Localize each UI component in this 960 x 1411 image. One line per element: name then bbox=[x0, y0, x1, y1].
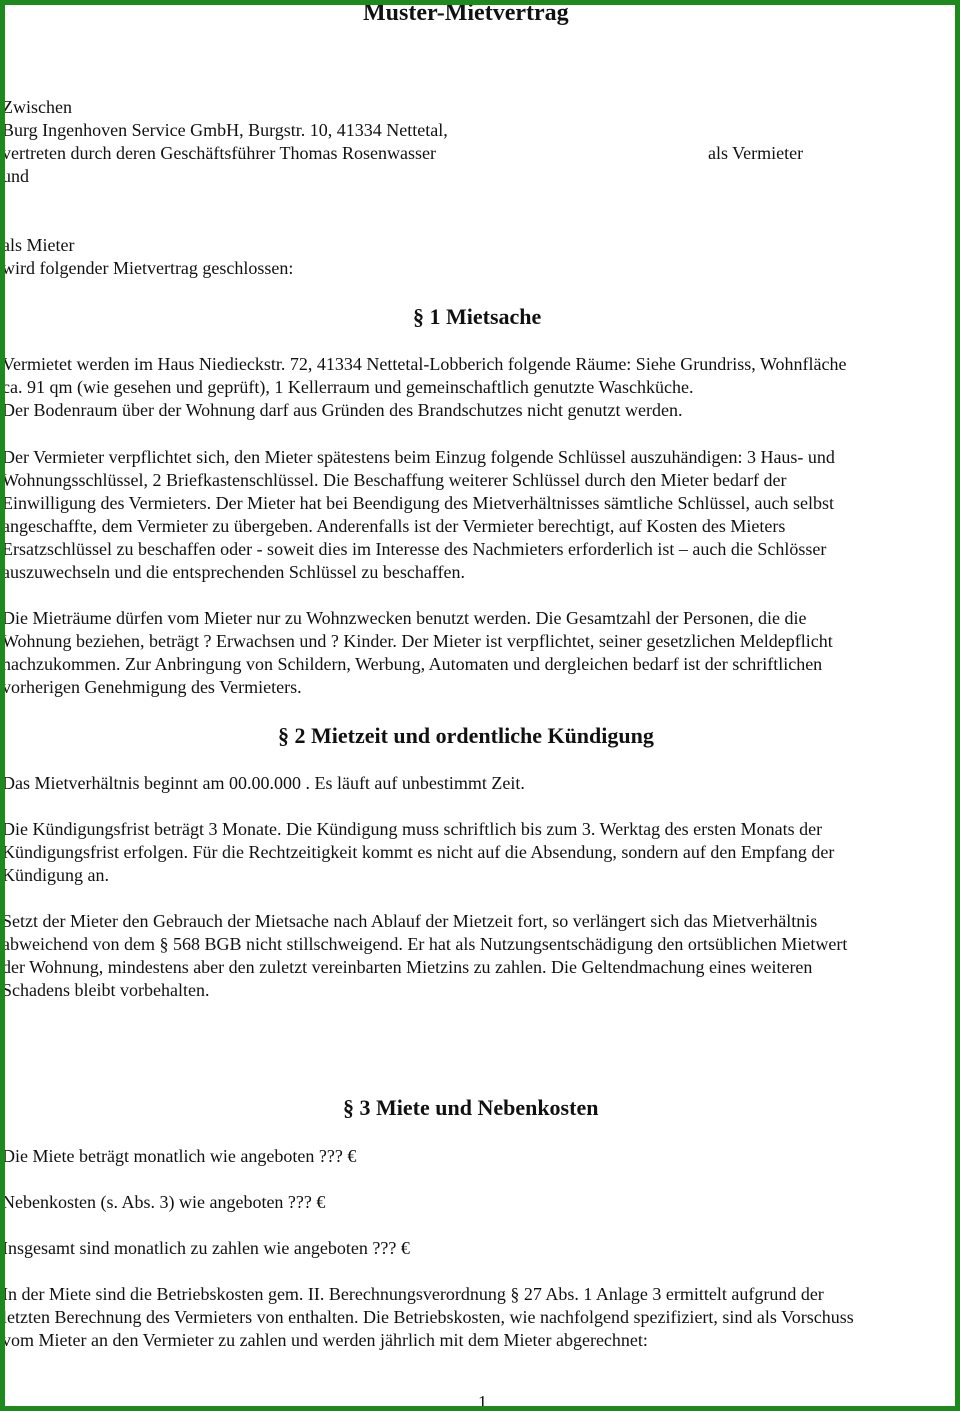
section-1-line: vorherigen Genehmigung des Vermieters. bbox=[2, 677, 302, 697]
section-3-line: In der Miete sind die Betriebskosten gem. II. Berechnungsverordnung § 27 Abs. 1 Anlage 3 ermittelt aufgrund der bbox=[2, 1284, 824, 1304]
section-1-line: Wohnung beziehen, beträgt ? Erwachsen und ? Kinder. Der Mieter ist verpflichtet, seiner gesetzlichen Meldepflicht bbox=[2, 631, 833, 651]
intro-zwischen: Zwischen bbox=[2, 97, 72, 117]
tenant-role: als Mieter bbox=[2, 235, 75, 255]
section-1-line: Wohnungsschlüssel, 2 Briefkastenschlüssel. Die Beschaffung weiterer Schlüssel durch den Mieter bedarf der bbox=[2, 470, 787, 490]
section-3-line: Nebenkosten (s. Abs. 3) wie angeboten ??? € bbox=[2, 1192, 326, 1212]
section-1-line: Einwilligung des Vermieters. Der Mieter hat bei Beendigung des Mietverhältnisses sämtliche Schlüssel, auch selbst bbox=[2, 493, 834, 513]
section-1-heading: § 1 Mietsache bbox=[413, 304, 542, 329]
section-2-line: Das Mietverhältnis beginnt am 00.00.000 . Es läuft auf unbestimmt Zeit. bbox=[2, 773, 525, 793]
section-1-line: Ersatzschlüssel zu beschaffen oder - soweit dies im Interesse des Nachmieters erforderlich ist – auch die Schlösser bbox=[2, 539, 827, 559]
landlord-address: Burg Ingenhoven Service GmbH, Burgstr. 10, 41334 Nettetal, bbox=[2, 120, 448, 140]
landlord-representative: vertreten durch deren Geschäftsführer Thomas Rosenwasser bbox=[2, 143, 437, 163]
section-1-line: ca. 91 qm (wie gesehen und geprüft), 1 Kellerraum und gemeinschaftlich genutzte Waschküche. bbox=[2, 377, 694, 397]
section-1-line: Vermietet werden im Haus Niedieckstr. 72, 41334 Nettetal-Lobberich folgende Räume: Siehe Grundriss, Wohnfläche bbox=[2, 354, 847, 374]
section-1-line: auszuwechseln und die entsprechenden Schlüssel zu beschaffen. bbox=[2, 562, 466, 582]
section-2-line: Die Kündigungsfrist beträgt 3 Monate. Die Kündigung muss schriftlich bis zum 3. Werktag des ersten Monats der bbox=[2, 819, 823, 839]
section-2-line: Schadens bleibt vorbehalten. bbox=[2, 980, 210, 1000]
section-3-heading: § 3 Miete und Nebenkosten bbox=[343, 1095, 599, 1120]
section-1-line: nachzukommen. Zur Anbringung von Schildern, Werbung, Automaten und dergleichen bedarf ist der schriftlichen bbox=[2, 654, 823, 674]
section-1-line: Die Mieträume dürfen vom Mieter nur zu Wohnzwecken benutzt werden. Die Gesamtzahl der Personen, die die bbox=[2, 608, 807, 628]
section-2-line: der Wohnung, mindestens aber den zuletzt vereinbarten Mietzins zu zahlen. Die Geltendmachung eines weiteren bbox=[2, 957, 813, 977]
section-1-line: angeschaffte, dem Vermieter zu übergeben. Anderenfalls ist der Vermieter berechtigt, auf Kosten des Mieters bbox=[2, 516, 786, 536]
section-3-line: Insgesamt sind monatlich zu zahlen wie angeboten ??? € bbox=[2, 1238, 410, 1258]
section-3-line: vom Mieter an den Vermieter zu zahlen und werden jährlich mit dem Mieter abgerechnet: bbox=[2, 1330, 648, 1350]
section-2-line: Setzt der Mieter den Gebrauch der Mietsache nach Ablauf der Mietzeit fort, so verlängert sich das Mietverhältnis bbox=[2, 911, 818, 931]
section-2-line: abweichend von dem § 568 BGB nicht stillschweigend. Er hat als Nutzungsentschädigung den ortsüblichen Mietwert bbox=[2, 934, 848, 954]
section-2-line: Kündigungsfrist erfolgen. Für die Rechtzeitigkeit kommt es nicht auf die Absendung, sondern auf den Empfang der bbox=[2, 842, 835, 862]
section-3-line: letzten Berechnung des Vermieters von enthalten. Die Betriebskosten, wie nachfolgend spezifiziert, sind als Vorschuss bbox=[2, 1307, 854, 1327]
page-number: 1 bbox=[478, 1392, 487, 1411]
intro-und: und bbox=[2, 166, 29, 186]
section-1-line: Der Bodenraum über der Wohnung darf aus Gründen des Brandschutzes nicht genutzt werden. bbox=[2, 400, 683, 420]
section-2-heading: § 2 Mietzeit und ordentliche Kündigung bbox=[278, 723, 654, 748]
section-1-line: Der Vermieter verpflichtet sich, den Mieter spätestens beim Einzug folgende Schlüssel auszuhändigen: 3 Haus- und bbox=[2, 447, 835, 467]
document-title: Muster-Mietvertrag bbox=[363, 0, 569, 26]
landlord-role: als Vermieter bbox=[708, 143, 804, 163]
intro-closing: wird folgender Mietvertrag geschlossen: bbox=[2, 258, 294, 278]
section-3-line: Die Miete beträgt monatlich wie angeboten ??? € bbox=[2, 1146, 357, 1166]
section-2-line: Kündigung an. bbox=[2, 865, 109, 885]
